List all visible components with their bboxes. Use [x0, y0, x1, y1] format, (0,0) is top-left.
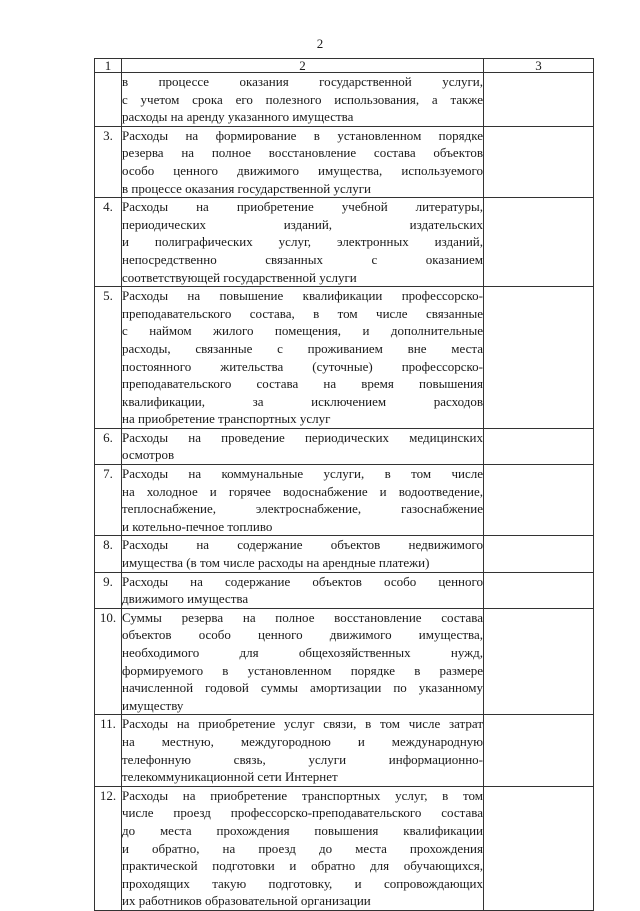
row-value-cell — [484, 198, 594, 287]
table-row — [95, 536, 594, 572]
description-line: в процессе оказания государственной услуги — [122, 180, 371, 196]
description-line: осмотров — [122, 447, 175, 463]
description-line: начисленной годовой суммы амортизации по указанному — [122, 680, 483, 696]
description-line: особо ценного движимого имущества, используемого — [122, 162, 483, 178]
table-row — [95, 786, 594, 910]
column-header-1: 1 — [95, 59, 122, 73]
table-row — [95, 428, 594, 464]
row-number: 12. — [95, 786, 122, 910]
description-line: Расходы на содержание объектов особо ценного — [122, 573, 483, 589]
table-row — [95, 465, 594, 536]
description-line: Расходы на коммунальные услуги, в том числе — [122, 466, 483, 482]
description-line: телекоммуникационной сети Интернет — [122, 769, 338, 785]
description-line: их работников образовательной организации — [122, 893, 371, 909]
table-row — [95, 126, 594, 197]
row-value-cell — [484, 536, 594, 572]
table-header-row — [95, 59, 594, 73]
expenses-table — [94, 58, 594, 911]
row-value-cell — [484, 73, 594, 127]
row-description — [122, 536, 484, 572]
row-description — [122, 287, 484, 429]
description-line: и полиграфических услуг, электронных изданий, — [122, 234, 483, 250]
description-line: с учетом срока его полезного использования, а также — [122, 91, 483, 107]
description-line: Расходы на приобретение услуг связи, в том числе затрат — [122, 716, 483, 732]
description-line: необходимого для общехозяйственных нужд, — [122, 645, 483, 660]
description-line: Расходы на приобретение учебной литературы, — [122, 199, 483, 215]
description-line: Расходы на формирование в установленном порядке — [122, 127, 483, 143]
description-line: формируемого в установленном порядке в размере — [122, 662, 483, 678]
row-number: 10. — [95, 608, 122, 715]
description-line: расходы, связанные с проживанием вне места — [122, 340, 483, 356]
row-number: 3. — [95, 126, 122, 197]
row-number — [95, 73, 122, 127]
description-line: резерва на полное восстановление состава объектов — [122, 145, 483, 161]
row-number: 7. — [95, 465, 122, 536]
description-line: расходы на аренду указанного имущества — [122, 109, 354, 125]
description-line: преподавательского состава, в том числе связанные — [122, 305, 483, 321]
row-value-cell — [484, 786, 594, 910]
description-line: до места прохождения повышения квалификации — [122, 822, 483, 838]
description-line: имущества (в том числе расходы на арендные платежи) — [122, 555, 430, 571]
description-line: теплоснабжение, электроснабжение, газоснабжение — [122, 501, 483, 517]
row-value-cell — [484, 287, 594, 429]
row-value-cell — [484, 428, 594, 464]
row-number: 11. — [95, 715, 122, 786]
description-line: движимого имущества — [122, 591, 249, 607]
description-line: имуществу — [122, 697, 184, 713]
row-description — [122, 786, 484, 910]
description-line: соответствующей государственной услуги — [122, 269, 357, 285]
description-line: практической подготовки и обратно для обучающихся, — [122, 858, 483, 874]
row-value-cell — [484, 715, 594, 786]
row-description — [122, 465, 484, 536]
description-line: объектов особо ценного движимого имущества, — [122, 627, 483, 643]
description-line: квалификации, за исключением расходов — [122, 393, 483, 409]
page-number: 2 — [316, 36, 324, 51]
row-number: 8. — [95, 536, 122, 572]
table-row — [95, 572, 594, 608]
description-line: телефонную связь, услуги информационно- — [122, 751, 483, 767]
row-description — [122, 198, 484, 287]
description-line: Суммы резерва на полное восстановление состава — [122, 609, 483, 625]
description-line: с наймом жилого помещения, и дополнительные — [122, 323, 483, 339]
row-description — [122, 715, 484, 786]
table-body — [95, 73, 594, 911]
row-number: 6. — [95, 428, 122, 464]
description-line: периодических изданий, издательских — [122, 216, 483, 232]
description-line: Расходы на проведение периодических медицинских — [122, 429, 483, 445]
description-line: проходящих такую подготовку, и сопровождающих — [122, 875, 483, 891]
row-description — [122, 608, 484, 715]
row-number: 4. — [95, 198, 122, 287]
row-number: 9. — [95, 572, 122, 608]
description-line: и обратно, на проезд до места прохождения — [122, 840, 483, 856]
description-line: на холодное и горячее водоснабжение и водоотведение, — [122, 483, 483, 499]
row-value-cell — [484, 126, 594, 197]
table-row — [95, 608, 594, 715]
row-description — [122, 572, 484, 608]
description-line: непосредственно связанных с оказанием — [122, 251, 483, 267]
description-line: числе проезд профессорско-преподавательского состава — [122, 805, 483, 821]
row-number: 5. — [95, 287, 122, 429]
table-row — [95, 287, 594, 429]
column-header-3: 3 — [484, 59, 594, 73]
description-line: на местную, междугородною и международную — [122, 733, 483, 749]
column-header-2: 2 — [122, 59, 484, 73]
description-line: на приобретение транспортных услуг — [122, 411, 331, 427]
row-description — [122, 126, 484, 197]
table-row — [95, 198, 594, 287]
description-line: Расходы на содержание объектов недвижимого — [122, 537, 483, 553]
row-value-cell — [484, 465, 594, 536]
description-line: Расходы на повышение квалификации профессорско- — [122, 288, 483, 304]
row-value-cell — [484, 572, 594, 608]
table-row — [95, 715, 594, 786]
description-line: Расходы на приобретение транспортных услуг, в том — [122, 787, 483, 803]
row-value-cell — [484, 608, 594, 715]
description-line: и котельно-печное топливо — [122, 518, 273, 534]
description-line: постоянного жительства (суточные) профессорско- — [122, 358, 483, 374]
row-description — [122, 73, 484, 127]
table-row — [95, 73, 594, 127]
description-line: преподавательского состава на время повышения — [122, 376, 483, 392]
description-line: в процессе оказания государственной услуги, — [122, 74, 483, 89]
row-description — [122, 428, 484, 464]
